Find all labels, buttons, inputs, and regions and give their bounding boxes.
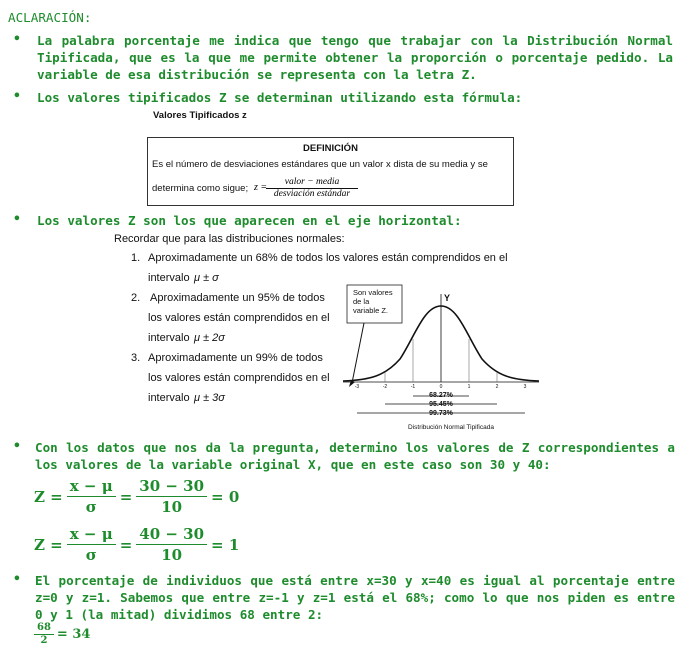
eq2-num: 40 − 30 [136, 524, 207, 545]
definition-title: DEFINICIÓN [303, 143, 358, 154]
figure1-caption: Valores Tipificados z [153, 110, 247, 121]
eq1-den: 10 [161, 498, 183, 516]
bullet-icon: • [13, 212, 21, 227]
equation-1 [34, 476, 239, 517]
eq2-num-symbolic: x − μ [67, 524, 116, 545]
eq2-den-symbolic: σ [85, 546, 97, 564]
x-tick-label: 2 [495, 384, 499, 390]
item-1-interval: intervalo [148, 272, 190, 284]
figure2-intro: Recordar que para las distribuciones normales: [114, 233, 345, 245]
heading: ACLARACIÓN: [8, 10, 92, 25]
item-2-interval: intervalo [148, 332, 190, 344]
eq1-equals: = [119, 487, 133, 506]
definition-box [147, 137, 514, 206]
figure2-caption: Distribución Normal Tipificada [408, 424, 494, 431]
pct-95: 95.45% [429, 401, 453, 408]
item-3-text-a: Aproximadamente un 99% de todos [148, 352, 323, 364]
pct-99: 99.73% [429, 410, 453, 417]
eq1-num-symbolic: x − μ [67, 476, 116, 497]
x-tick-label: -3 [354, 384, 360, 390]
definition-denominator: desviación estándar [273, 189, 351, 199]
normal-distribution-figure [340, 284, 540, 434]
x-tick-label: -1 [410, 384, 416, 390]
item-2-number: 2. [131, 292, 141, 304]
eq1-lhs: Z = [34, 487, 63, 506]
paragraph-5: El porcentaje de individuos que está entre x=30 y x=40 es igual al porcentaje entre z=0 y z=1. Sabemos que entre z=-1 y z=1 está el 68%; como lo que nos piden es entre 0 y 1 (la mitad) dividimos 68 entre 2: [35, 573, 675, 622]
item-3-interval: intervalo [148, 392, 190, 404]
equation-2 [34, 524, 239, 565]
final-num: 68 [34, 622, 54, 635]
item-2-text-a: Aproximadamente un 95% de todos [150, 292, 325, 304]
x-tick-labels [355, 384, 527, 390]
eq1-num: 30 − 30 [136, 476, 207, 497]
final-den: 2 [40, 635, 48, 646]
item-1-math: μ ± σ [194, 272, 219, 284]
item-1-number: 1. [131, 252, 141, 264]
bullet-icon: • [13, 89, 21, 104]
item-3-number: 3. [131, 352, 141, 364]
item-1-text: Aproximadamente un 68% de todos los valores están comprendidos en el [148, 252, 508, 264]
y-axis-label: Y [444, 293, 451, 303]
final-equation [34, 622, 90, 647]
note-line-2: de la [353, 297, 370, 306]
paragraph-2: Los valores tipificados Z se determinan utilizando esta fórmula: [37, 90, 523, 105]
eq1-result: = 0 [211, 487, 240, 506]
definition-z: z = [254, 182, 268, 193]
paragraph-1: La palabra porcentaje me indica que tengo que trabajar con la Distribución Normal Tipificada, que es la que me permite obtener la proporción o porcentaje pedido. La variable de esa distribución se representa con la letra Z. [37, 33, 673, 82]
bullet-icon: • [13, 32, 21, 47]
x-tick-label: -2 [382, 384, 388, 390]
item-2-math: μ ± 2σ [194, 332, 225, 344]
eq2-den: 10 [161, 546, 183, 564]
note-line-1: Son valores [353, 288, 393, 297]
eq1-den-symbolic: σ [85, 498, 97, 516]
definition-line1: Es el número de desviaciones estándares que un valor x dista de su media y se [152, 159, 488, 170]
definition-line2: determina como sigue; [152, 183, 249, 194]
pct-68: 68.27% [429, 392, 453, 399]
note-pointer [352, 323, 364, 383]
paragraph-3: Los valores Z son los que aparecen en el eje horizontal: [37, 213, 462, 228]
paragraph-4: Con los datos que nos da la pregunta, determino los valores de Z correspondientes a los valores de la variable original X, que en este caso son 30 y 40: [35, 440, 675, 472]
eq2-result: = 1 [211, 535, 240, 554]
eq2-lhs: Z = [34, 535, 63, 554]
note-line-3: variable Z. [353, 306, 389, 315]
definition-numerator: valor − media [266, 176, 358, 189]
item-3-math: μ ± 3σ [194, 392, 225, 404]
x-tick-label: 1 [467, 384, 471, 390]
bullet-icon: • [13, 439, 21, 454]
bullet-icon: • [13, 572, 21, 587]
x-tick-label: 0 [439, 384, 443, 390]
x-tick-label: 3 [523, 384, 527, 390]
eq2-equals: = [119, 535, 133, 554]
final-result: = 34 [56, 627, 91, 642]
item-3-text-b: los valores están comprendidos en el [148, 372, 330, 384]
item-2-text-b: los valores están comprendidos en el [148, 312, 330, 324]
